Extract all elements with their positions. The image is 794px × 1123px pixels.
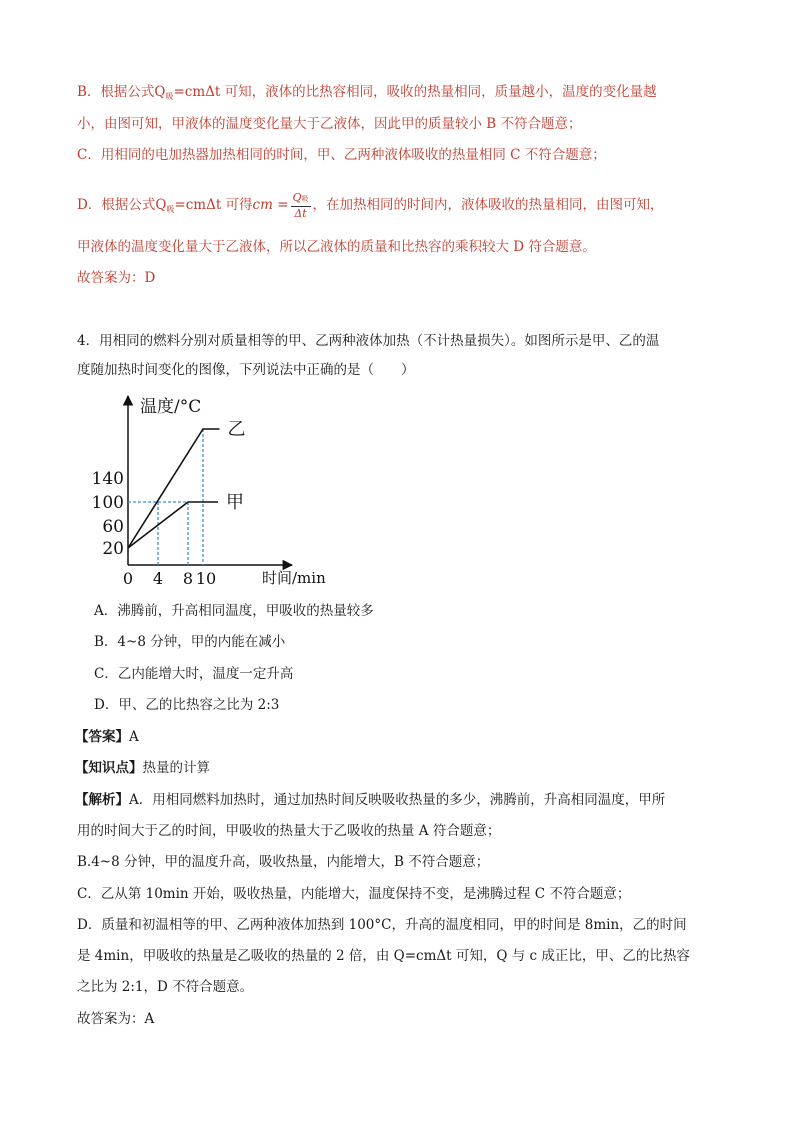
series-label-1: 乙	[227, 419, 246, 440]
dashed-guides	[128, 429, 203, 565]
solution-d-line2: 甲液体的温度变化量大于乙液体，所以乙液体的质量和比热容的乘积较大 D 符合题意。	[77, 239, 596, 255]
solution-b-line1: B．根据公式$Q_吸=cm\Delta t$ 可知，液体的比热容相同，吸收的热量相同，质量越小，温度的变化量越	[77, 84, 657, 101]
x-tick-4: 4	[152, 569, 164, 588]
analysis-line7: 之比为 2:1，D 不符合题意。	[77, 979, 254, 995]
x-tick-0: 0	[122, 569, 134, 588]
analysis-line6: 是 4min，甲吸收的热量是乙吸收的热量的 2 倍，由 Q=cmΔt 可知，Q 与 c 成正比，甲、乙的比热容	[77, 948, 690, 964]
formula-fraction: $\frac{\text{Q吸}}{\Delta t}$	[292, 191, 309, 220]
analysis-line1: 【解析】A．用相同燃料加热时，通过加热时间反映吸收热量的多少，沸腾前，升高相同温度，甲所	[75, 792, 666, 808]
x-tick-10: 10	[195, 569, 217, 588]
analysis-line4: C．乙从第 10min 开始，吸收热量，内能增大，温度保持不变，是沸腾过程 C 不符合题意；	[77, 886, 631, 902]
option-a[interactable]: A．沸腾前，升高相同温度，甲吸收的热量较多	[94, 603, 374, 619]
analysis-final: 故答案为：A	[77, 1011, 155, 1027]
series-lines	[128, 429, 220, 548]
formula-lhs: cm =	[252, 197, 289, 213]
answer-line: 【答案】A	[75, 729, 139, 745]
solution-d-line1: D．根据公式$Q_吸=cm\Delta t$ 可得cm = $\frac{\text{Q吸}}{\Delta t}$ ，在加热相同的时间内，液体吸收的热量相同，由图可知，	[77, 191, 664, 220]
option-b[interactable]: B．4~8 分钟，甲的内能在减小	[94, 634, 286, 650]
y-tick-100: 100	[91, 493, 124, 513]
analysis-line3: B.4~8 分钟，甲的温度升高，吸收热量，内能增大，B 不符合题意；	[77, 854, 490, 870]
knowledge-point-line: 【知识点】热量的计算	[75, 760, 210, 776]
series-labels	[226, 419, 246, 513]
option-c[interactable]: C．乙内能增大时，温度一定升高	[94, 666, 294, 682]
y-axis-label: 温度/°C	[140, 397, 202, 417]
x-axis-label: 时间/min	[262, 569, 326, 587]
analysis-line2: 用的时间大于乙的时间，甲吸收的热量大于乙吸收的热量 A 符合题意；	[77, 823, 501, 839]
question-stem-line1: 4．用相同的燃料分别对质量相等的甲、乙两种液体加热（不计热量损失）。如图所示是甲、乙的温	[77, 333, 660, 349]
solution-final: 故答案为：D	[77, 270, 156, 286]
y-tick-140: 140	[91, 469, 124, 489]
y-tick-20: 20	[102, 539, 124, 559]
solution-b-line2: 小，由图可知，甲液体的温度变化量大于乙液体，因此甲的质量较小 B 不符合题意；	[77, 116, 582, 132]
solution-c-line: C．用相同的电加热器加热相同的时间，甲、乙两种液体吸收的热量相同 C 不符合题意；	[77, 147, 606, 163]
question-stem-line2: 度随加热时间变化的图像，下列说法中正确的是（ ）	[77, 362, 415, 378]
series-label-0: 甲	[226, 492, 244, 513]
series-line-0	[128, 502, 218, 548]
y-tick-labels	[92, 469, 124, 559]
x-tick-8: 8	[182, 569, 194, 588]
x-tick-labels	[123, 569, 216, 588]
option-d[interactable]: D．甲、乙的比热容之比为 2:3	[94, 697, 280, 713]
series-line-1	[128, 429, 220, 548]
analysis-line5: D．质量和初温相等的甲、乙两种液体加热到 100°C，升高的温度相同，甲的时间是 8min，乙的时间	[77, 917, 687, 933]
temperature-time-chart	[91, 390, 350, 590]
y-tick-60: 60	[102, 517, 124, 537]
